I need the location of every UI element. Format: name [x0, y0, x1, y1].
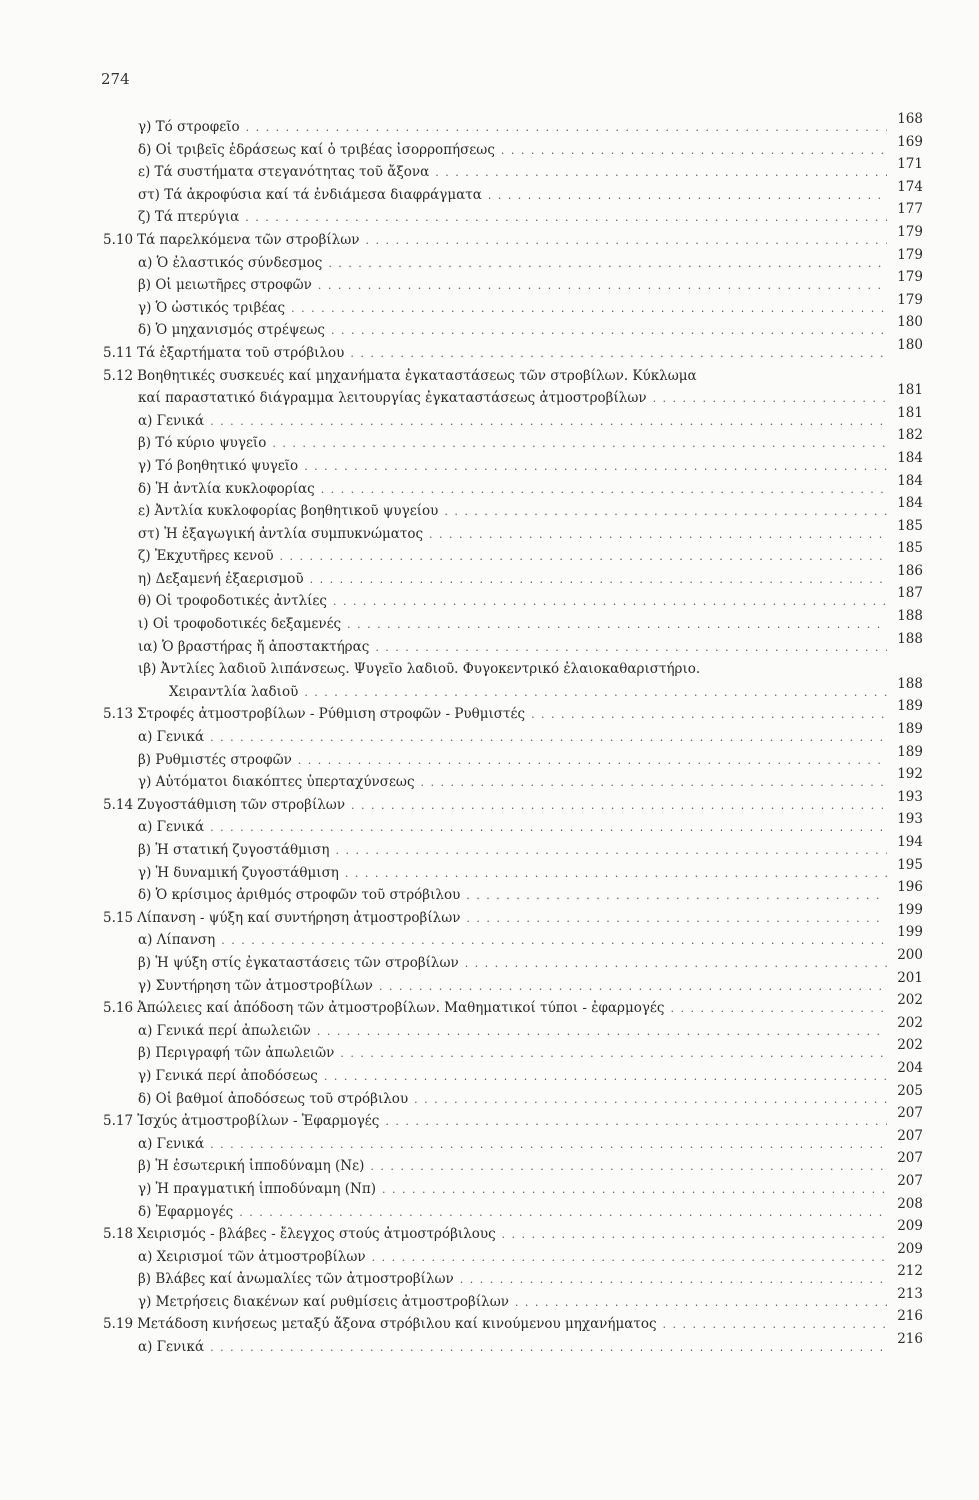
entry-title: α) Ὁ ἐλαστικός σύνδεσμος [138, 254, 323, 271]
dot-leader [245, 207, 887, 230]
entry-title: α) Γενικά [138, 412, 205, 429]
toc-entry [103, 517, 923, 546]
dot-leader [304, 682, 887, 705]
page-ref: 185 [897, 540, 923, 557]
toc-entry [103, 156, 923, 184]
entry-title: β) Ἡ ψύξη στίς ἐγκαταστάσεις τῶν στροβίλων [138, 954, 459, 971]
toc-entry [103, 133, 923, 162]
dot-leader [246, 117, 887, 140]
toc-entry [103, 1331, 923, 1359]
toc-entry [103, 1240, 923, 1269]
toc-entry [103, 562, 923, 591]
dot-leader [210, 1134, 887, 1157]
toc-entry [103, 1218, 923, 1246]
entry-title: ι) Οἱ τροφοδοτικές δεξαμενές [138, 616, 342, 633]
toc-entry [103, 969, 923, 998]
entry-title: γ) Τό στροφεῖο [138, 119, 240, 135]
entry-title: δ) Οἱ τριβεῖς ἑδράσεως καί ὁ τριβέας ἰσορροπήσεως [138, 141, 495, 158]
entry-title: Βοηθητικές συσκευές καί μηχανήματα ἐγκαταστάσεως τῶν στροβίλων. Κύκλωμα [137, 367, 697, 384]
page-ref: 212 [897, 1263, 923, 1280]
page-ref: 199 [897, 901, 923, 918]
entry-title: ιβ) Ἀντλίες λαδιοῦ λιπάνσεως. Ψυγεῖο λαδιοῦ. Φυγοκεντρικό ἐλαιοκαθαριστήριο. [138, 661, 701, 678]
entry-title: β) Ρυθμιστές στροφῶν [138, 751, 292, 768]
page-ref: 216 [897, 1331, 923, 1348]
dot-leader [671, 998, 888, 1021]
dot-leader [385, 1111, 887, 1134]
entry-title: στ) Τά ἀκροφύσια καί τά ἐνδιάμεσα διαφράγματα [138, 186, 482, 203]
toc-entry [103, 834, 923, 862]
dot-leader [372, 1247, 887, 1270]
dot-leader [280, 546, 887, 569]
entry-title: α) Γενικά [138, 819, 205, 836]
toc-entry [103, 856, 923, 885]
page-ref: 182 [897, 427, 923, 444]
entry-title: Λίπανση - ψύξη καί συντήρηση ἀτμοστροβίλων [137, 909, 461, 926]
dot-leader [366, 230, 888, 253]
page-ref: 200 [897, 946, 923, 963]
dot-leader [488, 185, 887, 208]
page-ref: 181 [897, 382, 923, 399]
section-number: 5.19 [103, 1316, 134, 1333]
toc-entry [103, 1308, 923, 1336]
toc-entry [103, 766, 923, 794]
dot-leader [429, 524, 887, 547]
entry-title: γ) Τό βοηθητικό ψυγεῖο [138, 457, 299, 474]
entry-title: θ) Οἱ τροφοδοτικές ἀντλίες [138, 593, 327, 610]
dot-leader [351, 795, 887, 818]
toc-entry [103, 1082, 923, 1111]
entry-title: α) Λίπανση [138, 932, 216, 949]
page-ref: 204 [897, 1059, 923, 1076]
toc-entry [103, 630, 923, 659]
dot-leader [515, 1292, 887, 1315]
entry-title: ια) Ὁ βραστήρας ἤ ἀποστακτήρας [138, 638, 370, 655]
entry-title: στ) Ἡ ἐξαγωγική ἀντλία συμπυκνώματος [138, 525, 424, 542]
toc-entry [103, 658, 923, 681]
dot-leader [291, 298, 887, 321]
toc-entry [103, 924, 923, 952]
dot-leader [304, 456, 887, 479]
dot-leader [653, 388, 887, 411]
page-ref: 192 [897, 766, 923, 783]
page-ref: 180 [897, 314, 923, 331]
page-ref: 202 [897, 1037, 923, 1054]
entry-title: δ) Ἐφαρμογές [138, 1203, 234, 1220]
page-ref: 184 [897, 472, 923, 489]
dot-leader [379, 976, 887, 999]
table-of-contents [103, 111, 923, 1359]
toc-entry [103, 992, 923, 1020]
entry-title: γ) Συντήρηση τῶν ἀτμοστροβίλων [138, 977, 373, 994]
entry-title: α) Χειρισμοί τῶν ἀτμοστροβίλων [138, 1248, 366, 1265]
entry-title: ζ) Ἐκχυτῆρες κενοῦ [138, 548, 274, 565]
page-ref: 188 [897, 608, 923, 625]
toc-entry [103, 269, 923, 297]
dot-leader [421, 772, 887, 795]
dot-leader [345, 863, 887, 886]
page-ref: 213 [897, 1285, 923, 1302]
page-ref: 179 [897, 223, 923, 240]
dot-leader [221, 930, 887, 953]
section-number: 5.14 [103, 796, 134, 813]
page-ref: 207 [897, 1172, 923, 1189]
page-ref: 169 [897, 133, 923, 150]
toc-entry [103, 811, 923, 839]
page-ref: 174 [897, 178, 923, 195]
toc-entry [103, 223, 923, 252]
entry-title: β) Ἡ ἐσωτερική ἱπποδύναμη (Nε) [138, 1158, 365, 1175]
page-ref: 196 [897, 879, 923, 896]
entry-title: β) Ἡ στατική ζυγοστάθμιση [138, 842, 330, 858]
toc-entry [103, 1263, 923, 1291]
entry-title: β) Βλάβες καί ἀνωμαλίες τῶν ἀτμοστροβίλων [138, 1271, 454, 1288]
toc-entry [103, 1037, 923, 1065]
page-ref: 188 [897, 675, 923, 692]
page-ref: 179 [897, 246, 923, 263]
dot-leader [321, 479, 887, 502]
page-number: 274 [101, 70, 130, 88]
toc-entry [103, 901, 923, 930]
toc-entry [103, 111, 923, 139]
page-ref: 184 [897, 495, 923, 512]
toc-entry [103, 1014, 923, 1043]
dot-leader [465, 953, 887, 976]
section-number: 5.13 [103, 706, 134, 723]
entry-title: δ) Οἱ βαθμοί ἀποδόσεως τοῦ στρόβιλου [138, 1090, 409, 1107]
toc-entry [103, 608, 923, 636]
section-number: 5.11 [103, 344, 134, 361]
entry-title: ε) Τά συστήματα στεγανότητας τοῦ ἄξονα [138, 164, 430, 181]
page-ref: 193 [897, 788, 923, 805]
entry-title: Στροφές ἀτμοστροβίλων - Ρύθμιση στροφῶν - Ρυθμιστές [137, 706, 526, 723]
toc-entry [103, 1150, 923, 1178]
entry-title: α) Γενικά [138, 729, 205, 746]
dot-leader [272, 433, 887, 456]
dot-leader [210, 817, 887, 840]
dot-leader [317, 1021, 887, 1044]
page-ref: 168 [897, 111, 923, 127]
page-ref: 216 [897, 1308, 923, 1325]
entry-title: α) Γενικά περί ἀπωλειῶν [138, 1022, 311, 1039]
dot-leader [531, 704, 887, 727]
entry-title: Χειραντλία λαδιοῦ [169, 683, 299, 700]
toc-entry [103, 675, 923, 704]
dot-leader [335, 840, 887, 863]
page-ref: 202 [897, 1014, 923, 1031]
toc-entry [103, 495, 923, 523]
page-ref: 179 [897, 269, 923, 286]
dot-leader [298, 750, 887, 773]
entry-title: β) Οἱ μειωτῆρες στροφῶν [138, 277, 312, 294]
section-number: 5.15 [103, 909, 134, 926]
section-number: 5.12 [103, 367, 134, 384]
dot-leader [340, 1043, 887, 1066]
toc-entry [103, 1059, 923, 1088]
entry-title: ε) Ἀντλία κυκλοφορίας βοηθητικοῦ ψυγείου [138, 503, 439, 520]
toc-entry [103, 427, 923, 455]
page-ref: 179 [897, 291, 923, 308]
dot-leader [333, 591, 887, 614]
dot-leader [350, 343, 887, 366]
entry-title: δ) Ὁ κρίσιμος ἀριθμός στροφῶν τοῦ στρόβιλου [138, 887, 461, 904]
entry-title: γ) Αὐτόματοι διακόπτες ὑπερταχύνσεως [138, 774, 415, 791]
toc-entry [103, 1105, 923, 1133]
toc-entry [103, 946, 923, 975]
dot-leader [460, 1269, 887, 1292]
toc-entry [103, 178, 923, 207]
toc-entry [103, 879, 923, 907]
page-ref: 205 [897, 1082, 923, 1099]
toc-entry [103, 201, 923, 229]
dot-leader [210, 1337, 887, 1360]
page-ref: 181 [897, 404, 923, 421]
page-ref: 207 [897, 1150, 923, 1167]
dot-leader [502, 1224, 887, 1247]
entry-title: γ) Μετρήσεις διακένων καί ρυθμίσεις ἀτμοστροβίλων [138, 1293, 509, 1310]
page-ref: 188 [897, 630, 923, 647]
page-ref: 189 [897, 743, 923, 760]
page-ref: 177 [897, 201, 923, 218]
entry-title: Ἀπώλειες καί ἀπόδοση τῶν ἀτμοστροβίλων. Μαθηματικοί τύποι - ἐφαρμογές [137, 1000, 665, 1017]
toc-entry [103, 336, 923, 365]
dot-leader [444, 501, 887, 524]
entry-title: Μετάδοση κινήσεως μεταξύ ἄξονα στρόβιλου καί κινούμενου μηχανήματος [137, 1316, 657, 1333]
dot-leader [210, 727, 887, 750]
entry-title: δ) Ὁ μηχανισμός στρέψεως [138, 322, 325, 339]
toc-entry [103, 788, 923, 817]
toc-entry [103, 1127, 923, 1156]
toc-entry [103, 1195, 923, 1224]
dot-leader [239, 1202, 887, 1225]
toc-entry [103, 698, 923, 726]
page-ref: 201 [897, 969, 923, 986]
entry-title: Ἰσχύς ἀτμοστροβίλων - Ἐφαρμογές [137, 1113, 380, 1130]
toc-entry [103, 540, 923, 568]
dot-leader [663, 1314, 887, 1337]
dot-leader [310, 569, 887, 592]
page-ref: 184 [897, 449, 923, 466]
toc-entry [103, 1285, 923, 1314]
entry-title: δ) Ἡ ἀντλία κυκλοφορίας [138, 480, 315, 497]
page-ref: 194 [897, 834, 923, 850]
dot-leader [435, 162, 887, 185]
page-ref: 207 [897, 1105, 923, 1122]
page-ref: 202 [897, 992, 923, 1009]
toc-entry [103, 246, 923, 275]
page-ref: 193 [897, 811, 923, 828]
toc-entry [103, 314, 923, 342]
toc-entry [103, 382, 923, 410]
page-ref: 187 [897, 585, 923, 602]
section-number: 5.10 [103, 231, 134, 248]
toc-entry [103, 743, 923, 772]
entry-title: γ) Ὁ ὠστικός τριβέας [138, 299, 286, 316]
page-ref: 171 [897, 156, 923, 173]
section-number: 5.16 [103, 1000, 134, 1017]
page-ref: 207 [897, 1127, 923, 1144]
dot-leader [501, 140, 887, 163]
dot-leader [370, 1156, 887, 1179]
page-ref: 208 [897, 1195, 923, 1212]
toc-entry [103, 291, 923, 320]
toc-entry [103, 449, 923, 478]
dot-leader [210, 411, 887, 434]
toc-entry [103, 404, 923, 433]
entry-title: γ) Γενικά περί ἀποδόσεως [138, 1067, 318, 1084]
dot-leader [466, 885, 887, 908]
dot-leader [382, 1179, 887, 1202]
page-ref: 209 [897, 1218, 923, 1235]
toc-entry [103, 721, 923, 749]
dot-leader [347, 614, 887, 637]
entry-title: β) Περιγραφή τῶν ἀπωλειῶν [138, 1045, 335, 1062]
section-number: 5.17 [103, 1113, 134, 1130]
entry-title: ζ) Τά πτερύγια [138, 209, 240, 226]
entry-title: καί παραστατικό διάγραμμα λειτουργίας ἐγκαταστάσεως ἀτμοστροβίλων [138, 390, 647, 407]
dot-leader [375, 637, 887, 660]
dot-leader [466, 908, 887, 931]
dot-leader [318, 275, 887, 298]
dot-leader [331, 320, 887, 343]
entry-title: γ) Ἡ δυναμική ζυγοστάθμιση [138, 864, 339, 881]
toc-entry [103, 1172, 923, 1201]
page-ref: 189 [897, 698, 923, 715]
page-ref: 185 [897, 517, 923, 534]
entry-title: Τά ἐξαρτήματα τοῦ στρόβιλου [137, 344, 345, 361]
dot-leader [328, 253, 887, 276]
section-number: 5.18 [103, 1226, 134, 1243]
entry-title: Χειρισμός - βλάβες - ἔλεγχος στούς ἀτμοστρόβιλους [137, 1226, 496, 1243]
page-ref: 180 [897, 336, 923, 353]
entry-title: η) Δεξαμενή ἐξαερισμοῦ [138, 570, 304, 587]
toc-entry [103, 472, 923, 501]
page-ref: 195 [897, 856, 923, 873]
entry-title: α) Γενικά [138, 1135, 205, 1152]
page-ref: 199 [897, 924, 923, 941]
entry-title: Τά παρελκόμενα τῶν στροβίλων [137, 231, 360, 248]
entry-title: β) Τό κύριο ψυγεῖο [138, 435, 267, 452]
page-ref: 186 [897, 562, 923, 579]
dot-leader [324, 1066, 887, 1089]
entry-title: Ζυγοστάθμιση τῶν στροβίλων [137, 796, 346, 813]
toc-entry [103, 585, 923, 613]
toc-entry [103, 365, 923, 388]
entry-title: γ) Ἡ πραγματική ἱπποδύναμη (Nπ) [138, 1180, 376, 1197]
entry-title: α) Γενικά [138, 1339, 205, 1356]
page-ref: 189 [897, 721, 923, 738]
dot-leader [414, 1089, 887, 1112]
page-ref: 209 [897, 1240, 923, 1257]
